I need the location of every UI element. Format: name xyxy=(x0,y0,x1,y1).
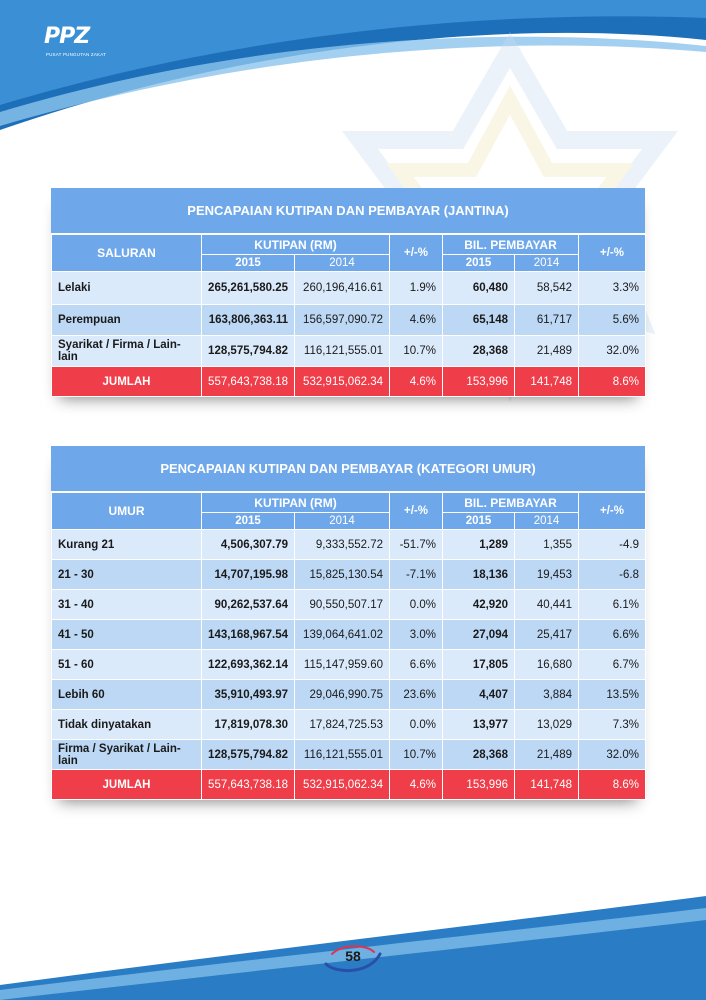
pembayar-2014: 13,029 xyxy=(515,710,579,740)
pct-header: +/-% xyxy=(390,235,443,272)
pembayar-2014: 40,441 xyxy=(515,590,579,620)
year-2015-header: 2015 xyxy=(202,255,295,272)
kutipan-change: -51.7% xyxy=(390,530,443,560)
kutipan-change: 3.0% xyxy=(390,620,443,650)
kutipan-change: 23.6% xyxy=(390,680,443,710)
year-2015-header: 2015 xyxy=(443,255,515,272)
kutipan-2015: 265,261,580.25 xyxy=(202,272,295,305)
data-table xyxy=(51,234,646,397)
year-2014-header: 2014 xyxy=(515,513,579,530)
kutipan-change: 4.6% xyxy=(390,305,443,336)
pct-header: +/-% xyxy=(390,493,443,530)
total-row xyxy=(52,367,646,397)
total-pembayar-2015: 153,996 xyxy=(443,367,515,397)
table-title: PENCAPAIAN KUTIPAN DAN PEMBAYAR (JANTINA) xyxy=(51,188,645,234)
kutipan-header: KUTIPAN (RM) xyxy=(202,493,390,513)
pembayar-2015: 1,289 xyxy=(443,530,515,560)
row-header: SALURAN xyxy=(52,235,202,272)
row-label: Kurang 21 xyxy=(52,530,202,560)
table-jantina xyxy=(51,188,645,397)
table-kategori-umur xyxy=(51,446,645,800)
kutipan-header: KUTIPAN (RM) xyxy=(202,235,390,255)
row-label: Firma / Syarikat / Lain-lain xyxy=(52,740,202,770)
row-label: 21 - 30 xyxy=(52,560,202,590)
logo-subtitle: PUSAT PUNGUTAN ZAKAT xyxy=(45,52,107,57)
pembayar-change: 3.3% xyxy=(579,272,646,305)
kutipan-2015: 128,575,794.82 xyxy=(202,740,295,770)
row-label: 31 - 40 xyxy=(52,590,202,620)
row-label: Lelaki xyxy=(52,272,202,305)
pembayar-change: 6.1% xyxy=(579,590,646,620)
row-label: 41 - 50 xyxy=(52,620,202,650)
row-label: Perempuan xyxy=(52,305,202,336)
pembayar-change: 32.0% xyxy=(579,336,646,367)
pembayar-2014: 21,489 xyxy=(515,740,579,770)
kutipan-2014: 260,196,416.61 xyxy=(295,272,390,305)
year-2014-header: 2014 xyxy=(295,255,390,272)
kutipan-2015: 122,693,362.14 xyxy=(202,650,295,680)
bil-pembayar-header: BIL. PEMBAYAR xyxy=(443,235,579,255)
kutipan-change: 1.9% xyxy=(390,272,443,305)
pembayar-change: 32.0% xyxy=(579,740,646,770)
total-pembayar-change: 8.6% xyxy=(579,367,646,397)
data-table xyxy=(51,492,646,800)
pembayar-change: 5.6% xyxy=(579,305,646,336)
pembayar-2015: 28,368 xyxy=(443,336,515,367)
kutipan-2015: 143,168,967.54 xyxy=(202,620,295,650)
total-kutipan-2015: 557,643,738.18 xyxy=(202,770,295,800)
pembayar-2015: 27,094 xyxy=(443,620,515,650)
year-2015-header: 2015 xyxy=(443,513,515,530)
pembayar-2014: 58,542 xyxy=(515,272,579,305)
total-pembayar-2014: 141,748 xyxy=(515,770,579,800)
pembayar-change: -4.9 xyxy=(579,530,646,560)
total-label: JUMLAH xyxy=(52,770,202,800)
total-kutipan-2014: 532,915,062.34 xyxy=(295,770,390,800)
kutipan-change: -7.1% xyxy=(390,560,443,590)
table-row xyxy=(52,305,646,336)
total-kutipan-2015: 557,643,738.18 xyxy=(202,367,295,397)
kutipan-2014: 9,333,552.72 xyxy=(295,530,390,560)
pembayar-2014: 1,355 xyxy=(515,530,579,560)
kutipan-2014: 29,046,990.75 xyxy=(295,680,390,710)
pct-header: +/-% xyxy=(579,235,646,272)
kutipan-2015: 128,575,794.82 xyxy=(202,336,295,367)
table-row xyxy=(52,336,646,367)
kutipan-2014: 15,825,130.54 xyxy=(295,560,390,590)
pembayar-change: 6.6% xyxy=(579,620,646,650)
pembayar-change: 7.3% xyxy=(579,710,646,740)
pct-header: +/-% xyxy=(579,493,646,530)
kutipan-change: 10.7% xyxy=(390,336,443,367)
table-row xyxy=(52,560,646,590)
kutipan-2015: 90,262,537.64 xyxy=(202,590,295,620)
kutipan-2015: 17,819,078.30 xyxy=(202,710,295,740)
total-kutipan-change: 4.6% xyxy=(390,770,443,800)
total-kutipan-2014: 532,915,062.34 xyxy=(295,367,390,397)
pembayar-2015: 18,136 xyxy=(443,560,515,590)
bil-pembayar-header: BIL. PEMBAYAR xyxy=(443,493,579,513)
pembayar-2014: 25,417 xyxy=(515,620,579,650)
page-footer xyxy=(322,940,384,976)
pembayar-2014: 16,680 xyxy=(515,650,579,680)
kutipan-2014: 115,147,959.60 xyxy=(295,650,390,680)
pembayar-change: -6.8 xyxy=(579,560,646,590)
kutipan-change: 6.6% xyxy=(390,650,443,680)
pembayar-2015: 28,368 xyxy=(443,740,515,770)
kutipan-2015: 163,806,363.11 xyxy=(202,305,295,336)
pembayar-2015: 17,805 xyxy=(443,650,515,680)
pembayar-2015: 13,977 xyxy=(443,710,515,740)
total-pembayar-change: 8.6% xyxy=(579,770,646,800)
kutipan-2014: 17,824,725.53 xyxy=(295,710,390,740)
table-row xyxy=(52,680,646,710)
pembayar-change: 6.7% xyxy=(579,650,646,680)
kutipan-2015: 35,910,493.97 xyxy=(202,680,295,710)
pembayar-2014: 3,884 xyxy=(515,680,579,710)
total-label: JUMLAH xyxy=(52,367,202,397)
pembayar-2015: 60,480 xyxy=(443,272,515,305)
table-row xyxy=(52,710,646,740)
row-label: Syarikat / Firma / Lain-lain xyxy=(52,336,202,367)
kutipan-2014: 116,121,555.01 xyxy=(295,336,390,367)
year-2015-header: 2015 xyxy=(202,513,295,530)
kutipan-2014: 156,597,090.72 xyxy=(295,305,390,336)
pembayar-2015: 4,407 xyxy=(443,680,515,710)
kutipan-2014: 139,064,641.02 xyxy=(295,620,390,650)
table-row xyxy=(52,530,646,560)
kutipan-change: 0.0% xyxy=(390,590,443,620)
total-pembayar-2014: 141,748 xyxy=(515,367,579,397)
year-2014-header: 2014 xyxy=(515,255,579,272)
pembayar-2015: 65,148 xyxy=(443,305,515,336)
logo-mark: PPZ xyxy=(44,24,90,49)
kutipan-2015: 14,707,195.98 xyxy=(202,560,295,590)
year-2014-header: 2014 xyxy=(295,513,390,530)
total-kutipan-change: 4.6% xyxy=(390,367,443,397)
row-label: Lebih 60 xyxy=(52,680,202,710)
row-label: 51 - 60 xyxy=(52,650,202,680)
row-header: UMUR xyxy=(52,493,202,530)
kutipan-change: 0.0% xyxy=(390,710,443,740)
kutipan-2014: 90,550,507.17 xyxy=(295,590,390,620)
table-row xyxy=(52,272,646,305)
kutipan-2014: 116,121,555.01 xyxy=(295,740,390,770)
total-pembayar-2015: 153,996 xyxy=(443,770,515,800)
pembayar-2014: 61,717 xyxy=(515,305,579,336)
table-row xyxy=(52,650,646,680)
table-row xyxy=(52,590,646,620)
pembayar-2015: 42,920 xyxy=(443,590,515,620)
pembayar-2014: 21,489 xyxy=(515,336,579,367)
table-row xyxy=(52,620,646,650)
table-row xyxy=(52,740,646,770)
pembayar-2014: 19,453 xyxy=(515,560,579,590)
row-label: Tidak dinyatakan xyxy=(52,710,202,740)
kutipan-change: 10.7% xyxy=(390,740,443,770)
kutipan-2015: 4,506,307.79 xyxy=(202,530,295,560)
ppz-logo xyxy=(36,24,116,66)
total-row xyxy=(52,770,646,800)
table-title: PENCAPAIAN KUTIPAN DAN PEMBAYAR (KATEGORI UMUR) xyxy=(51,446,645,492)
pembayar-change: 13.5% xyxy=(579,680,646,710)
page-number: 58 xyxy=(345,948,361,964)
